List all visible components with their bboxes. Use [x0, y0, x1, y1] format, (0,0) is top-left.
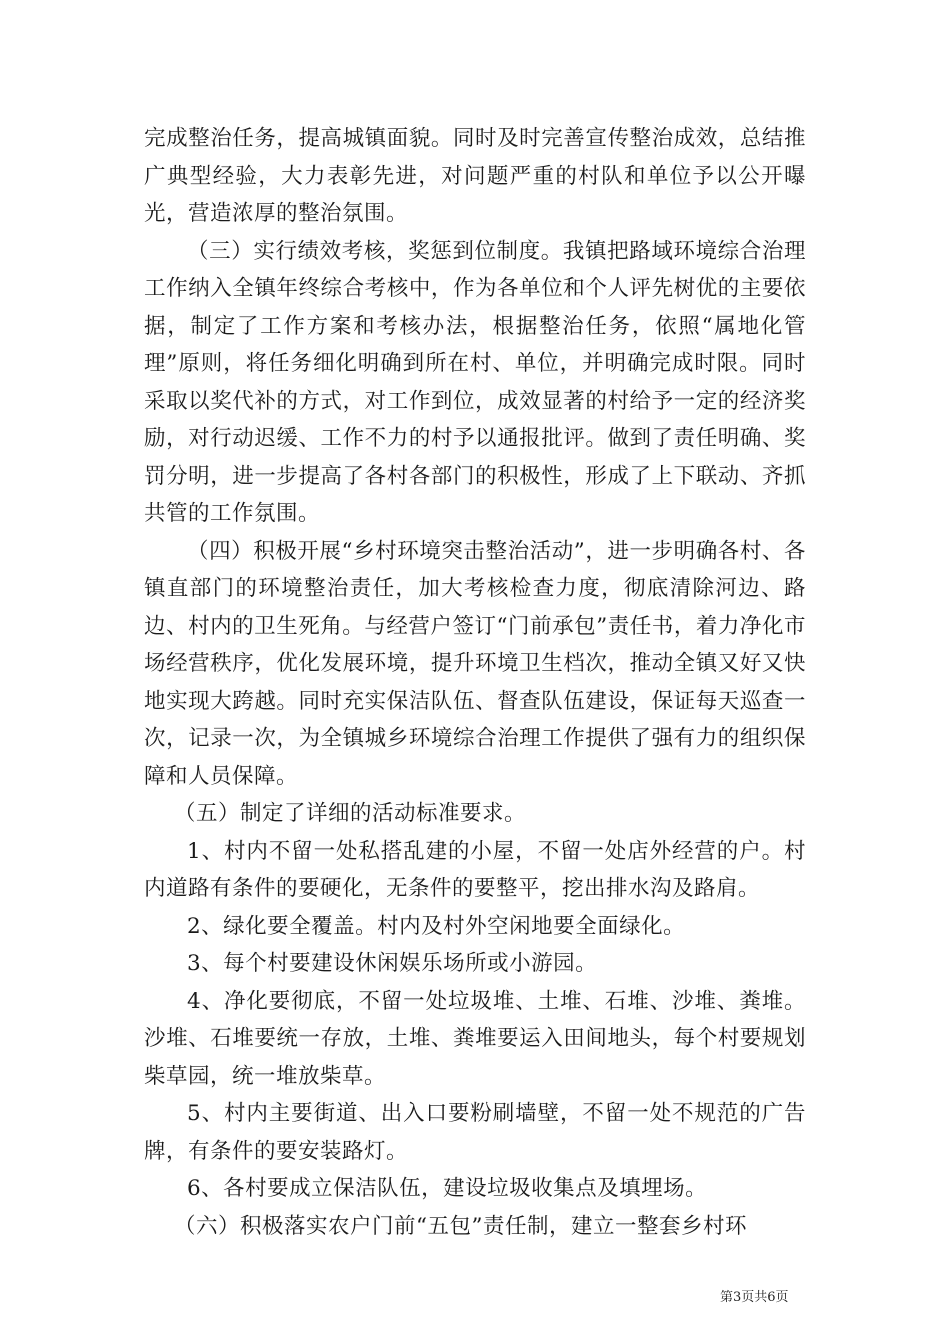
paragraph-section-4: （四）积极开展“乡村环境突击整治活动”，进一步明确各村、各镇直部门的环境整治责任，加大考核检查力度，彻底清除河边、路边、村内的卫生死角。与经营户签订“门前承包”责任书，着力净化市场经营秩序，优化发展环境，提升环境卫生档次，推动全镇又好又快地实现大跨越。同时充实保洁队伍、督查队伍建设，保证每天巡查一次，记录一次，为全镇城乡环境综合治理工作提供了强有力的组织保障和人员保障。 — [144, 538, 806, 789]
page-number: 第3页共6页 — [720, 1290, 789, 1305]
paragraph-continuation: 完成整治任务，提高城镇面貌。同时及时完善宣传整治成效，总结推广典型经验，大力表彰先进，对问题严重的村队和单位予以公开曝光，营造浓厚的整治氛围。 — [144, 126, 806, 226]
list-item-1: 1、村内不留一处私搭乱建的小屋，不留一处店外经营的户。村内道路有条件的要硬化，无条件的要整平，挖出排水沟及路肩。 — [144, 838, 806, 901]
paragraph-section-6: （六）积极落实农户门前“五包”责任制，建立一整套乡村环 — [174, 1213, 747, 1239]
paragraph-section-3: （三）实行绩效考核，奖惩到位制度。我镇把路域环境综合治理工作纳入全镇年终综合考核中，作为各单位和个人评先树优的主要依据，制定了工作方案和考核办法，根据整治任务，依照“属地化管理”原则，将任务细化明确到所在村、单位，并明确完成时限。同时采取以奖代补的方式，对工作到位，成效显著的村给予一定的经济奖励，对行动迟缓、工作不力的村予以通报批评。做到了责任明确、奖罚分明，进一步提高了各村各部门的积极性，形成了上下联动、齐抓共管的工作氛围。 — [144, 238, 806, 526]
list-item-3: 3、每个村要建设休闲娱乐场所或小游园。 — [187, 951, 598, 976]
list-item-6: 6、各村要成立保洁队伍，建设垃圾收集点及填埋场。 — [187, 1176, 708, 1201]
list-item-5: 5、村内主要街道、出入口要粉刷墙壁，不留一处不规范的广告牌，有条件的要安装路灯。 — [144, 1101, 806, 1164]
paragraph-section-5-heading: （五）制定了详细的活动标准要求。 — [174, 801, 527, 826]
document-body — [144, 120, 806, 1245]
list-item-2: 2、绿化要全覆盖。村内及村外空闲地要全面绿化。 — [187, 913, 686, 939]
list-item-4: 4、净化要彻底，不留一处垃圾堆、土堆、石堆、沙堆、粪堆。沙堆、石堆要统一存放，土堆、粪堆要运入田间地头，每个村要规划柴草园，统一堆放柴草。 — [144, 988, 806, 1089]
